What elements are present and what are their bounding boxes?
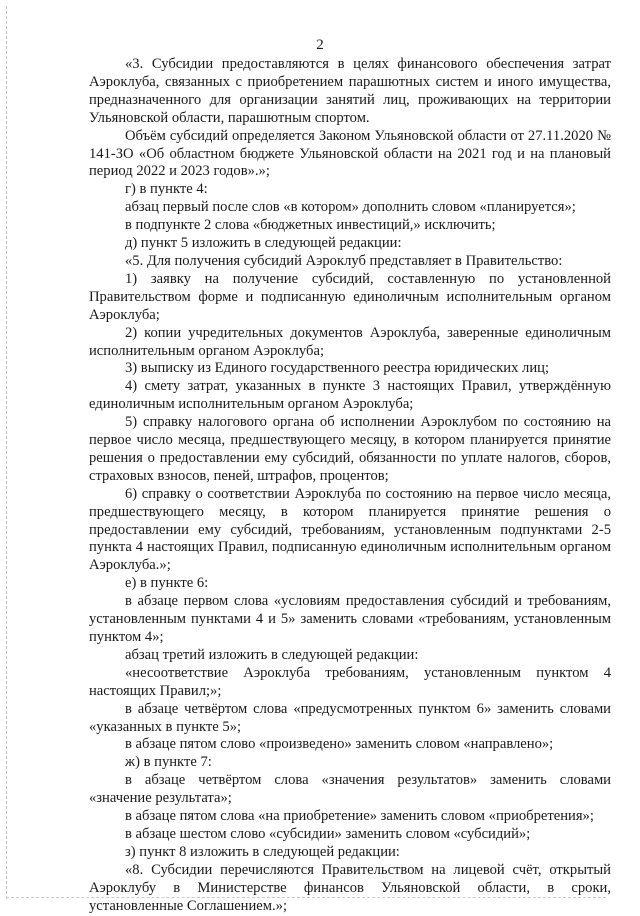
- paragraph: 4) смету затрат, указанных в пункте 3 настоящих Правил, утверждённую единоличным исполнительным органом Аэроклуба;: [89, 378, 611, 413]
- paragraph: в абзаце шестом слово «субсидии» заменить словом «субсидий»;: [125, 825, 531, 842]
- paragraph: е) в пункте 6:: [125, 575, 209, 592]
- paragraph: 6) справку о соответствии Аэроклуба по состоянию на первое число месяца, предшествующего месяцу, в котором планируется принятие решения о предоставлении ему субсидий, требованиям, установленным подпунктами 2-5 пункта 4 настоящих Правил, подписанную единоличным исполнительным органом Аэроклуба.»;: [89, 485, 611, 574]
- paragraph: абзац третий изложить в следующей редакции:: [125, 646, 419, 663]
- paragraph: «несоответствие Аэроклуба требованиям, установленным пунктом 4 настоящих Правил;»;: [89, 664, 611, 699]
- paragraph: в абзаце четвёртом слова «значения результатов» заменить словами «значение результата»;: [89, 772, 611, 807]
- page-number: 2: [316, 37, 324, 53]
- paragraph: 1) заявку на получение субсидий, составленную по установленной Правительством форме и подписанную единоличным исполнительным органом Аэроклуба;: [89, 270, 611, 323]
- paragraph: «5. Для получения субсидий Аэроклуб представляет в Правительство:: [125, 252, 563, 269]
- paragraph: абзац первый после слов «в котором» дополнить словом «планируется»;: [125, 199, 576, 216]
- document-body: [89, 56, 611, 916]
- paragraph: г) в пункте 4:: [125, 181, 208, 198]
- paragraph: в подпункте 2 слова «бюджетных инвестиций,» исключить;: [125, 217, 496, 234]
- page-edge-left: [6, 6, 7, 899]
- paragraph: в абзаце четвёртом слова «предусмотренных пунктом 6» заменить словами «указанных в пункте 5»;: [89, 700, 611, 735]
- paragraph: д) пункт 5 изложить в следующей редакции:: [125, 235, 402, 252]
- paragraph: з) пункт 8 изложить в следующей редакции:: [125, 843, 400, 860]
- paragraph: 2) копии учредительных документов Аэроклуба, заверенные единоличным исполнительным органом Аэроклуба;: [89, 324, 611, 359]
- paragraph: в абзаце пятом слова «на приобретение» заменить словом «приобретения»;: [125, 808, 594, 825]
- paragraph: «8. Субсидии перечисляются Правительством на лицевой счёт, открытый Аэроклубу в Министерстве финансов Ульяновской области, в сроки, установленные Соглашением.»;: [89, 861, 611, 914]
- paragraph: Объём субсидий определяется Законом Ульяновской области от 27.11.2020 № 141-ЗО «Об областном бюджете Ульяновской области на 2021 год и на плановый период 2022 и 2023 годов».»;: [89, 127, 611, 180]
- paragraph: «3. Субсидии предоставляются в целях финансового обеспечения затрат Аэроклуба, связанных с приобретением парашютных систем и иного имущества, предназначенного для организации занятий лиц, проживающих на территории Ульяновской области, парашютным спортом.: [89, 56, 611, 126]
- paragraph: в абзаце пятом слово «произведено» заменить словом «направлено»;: [125, 736, 554, 753]
- paragraph: ж) в пункте 7:: [125, 754, 212, 771]
- paragraph: 3) выписку из Единого государственного реестра юридических лиц;: [125, 360, 550, 377]
- paragraph: 5) справку налогового органа об исполнении Аэроклубом по состоянию на первое число месяца, предшествующего месяцу, в котором планируется принятие решения о предоставлении ему субсидий, обязанности по уплате налогов, сборов, страховых взносов, пеней, штрафов, процентов;: [89, 414, 611, 484]
- paragraph: в абзаце первом слова «условиям предоставления субсидий и требованиям, установленным пунктами 4 и 5» заменить словами «требованиям, установленным пунктом 4»;: [89, 593, 611, 645]
